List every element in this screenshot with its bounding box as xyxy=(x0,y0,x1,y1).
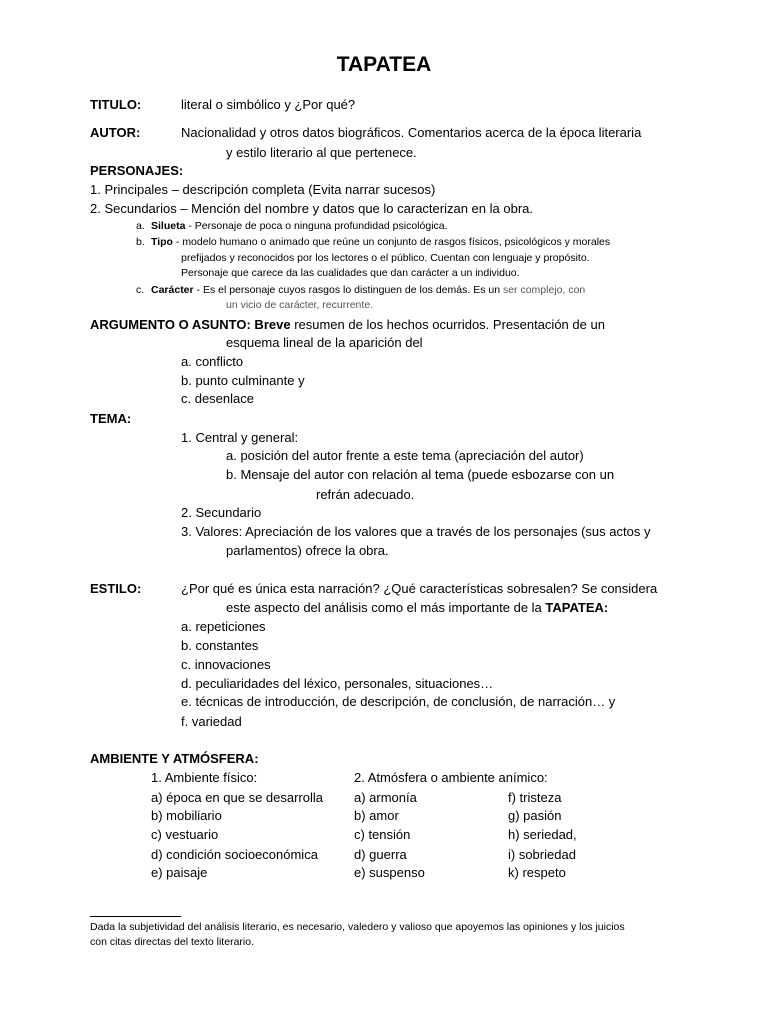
autor-label: AUTOR: xyxy=(90,125,141,140)
personajes-sub-b-marker: b. xyxy=(136,236,145,248)
caracter-line2: un vicio de carácter, recurrente. xyxy=(226,299,374,311)
tema-item-3-cont: parlamentos) ofrece la obra. xyxy=(226,543,389,558)
estilo-item-e: e. técnicas de introducción, de descripción, de conclusión, de narración… y xyxy=(181,694,616,709)
tema-item-2: 2. Secundario xyxy=(181,505,262,520)
estilo-item-d: d. peculiaridades del léxico, personales, situaciones… xyxy=(181,676,494,691)
ambiente-label: AMBIENTE Y ATMÓSFERA: xyxy=(90,751,259,766)
estilo-label: ESTILO: xyxy=(90,581,142,596)
titulo-text: literal o simbólico y ¿Por qué? xyxy=(181,97,356,112)
ambiente-col2-header: 2. Atmósfera o ambiente anímico: xyxy=(354,770,548,785)
personajes-sub-a xyxy=(151,219,448,234)
silueta-term: Silueta xyxy=(151,220,186,232)
argumento-item-c: c. desenlace xyxy=(181,391,254,406)
argumento-text: resumen de los hechos ocurridos. Presentación de un xyxy=(290,317,605,332)
tema-label: TEMA: xyxy=(90,411,132,426)
caracter-text: - Es el personaje cuyos rasgos lo distinguen de los demás. Es un xyxy=(193,284,503,296)
tema-item-1: 1. Central y general: xyxy=(181,430,299,445)
estilo-item-c: c. innovaciones xyxy=(181,657,271,672)
ambiente-col1-item: c) vestuario xyxy=(151,827,219,842)
argumento-item-b: b. punto culminante y xyxy=(181,373,305,388)
tema-item-1b-cont: refrán adecuado. xyxy=(316,487,415,502)
personajes-label: PERSONAJES: xyxy=(90,163,184,178)
tipo-line2: prefijados y reconocidos por los lectores o el público. Cuentan con lenguaje y propósito. xyxy=(181,252,590,264)
estilo-item-f: f. variedad xyxy=(181,714,242,729)
estilo-item-b: b. constantes xyxy=(181,638,259,653)
argumento-item-a: a. conflicto xyxy=(181,354,244,369)
personajes-sub-a-marker: a. xyxy=(136,220,145,232)
ambiente-col2-item: e) suspenso xyxy=(354,865,425,880)
titulo-label: TITULO: xyxy=(90,97,142,112)
ambiente-col1-item: d) condición socioeconómica xyxy=(151,847,318,862)
ambiente-col3-item: h) seriedad, xyxy=(508,827,577,842)
estilo-line2 xyxy=(226,598,608,617)
tema-item-3: 3. Valores: Apreciación de los valores que a través de los personajes (sus actos y xyxy=(181,524,651,539)
autor-line2: y estilo literario al que pertenece. xyxy=(226,145,417,160)
argumento-label: ARGUMENTO O ASUNTO: Breve xyxy=(90,317,291,332)
tema-item-1a: a. posición del autor frente a este tema (apreciación del autor) xyxy=(226,448,584,463)
tipo-term: Tipo xyxy=(151,236,173,248)
footnote-separator xyxy=(90,916,181,917)
estilo-line2-bold: TAPATEA: xyxy=(545,600,609,615)
ambiente-col3-item: i) sobriedad xyxy=(508,847,576,862)
estilo-item-a: a. repeticiones xyxy=(181,619,266,634)
silueta-text: - Personaje de poca o ninguna profundidad psicológica. xyxy=(185,220,448,232)
ambiente-col2-item: c) tensión xyxy=(354,827,411,842)
ambiente-col3-item: f) tristeza xyxy=(508,790,562,805)
argumento-line2: esquema lineal de la aparición del xyxy=(226,335,423,350)
ambiente-col2-item: d) guerra xyxy=(354,847,407,862)
tema-item-1b: b. Mensaje del autor con relación al tema (puede esbozarse con un xyxy=(226,467,615,482)
personajes-sub-c xyxy=(151,283,585,298)
ambiente-col3-item: k) respeto xyxy=(508,865,566,880)
ambiente-col2-item: a) armonía xyxy=(354,790,417,805)
caracter-term: Carácter xyxy=(151,284,194,296)
estilo-line2-text: este aspecto del análisis como el más importante de la xyxy=(226,600,546,615)
personajes-item-2: 2. Secundarios – Mención del nombre y datos que lo caracterizan en la obra. xyxy=(90,201,533,216)
personajes-sub-c-marker: c. xyxy=(136,284,145,296)
caracter-text-gray: ser complejo, con xyxy=(502,284,586,296)
ambiente-col1-item: a) época en que se desarrolla xyxy=(151,790,324,805)
autor-line1: Nacionalidad y otros datos biográficos. Comentarios acerca de la época literaria xyxy=(181,125,642,140)
footnote-line2: con citas directas del texto literario. xyxy=(90,936,254,948)
ambiente-col2-item: b) amor xyxy=(354,808,399,823)
ambiente-col1-header: 1. Ambiente físico: xyxy=(151,770,258,785)
personajes-item-1: 1. Principales – descripción completa (Evita narrar sucesos) xyxy=(90,182,436,197)
estilo-line1: ¿Por qué es única esta narración? ¿Qué características sobresalen? Se considera xyxy=(181,581,658,596)
ambiente-col1-item: e) paisaje xyxy=(151,865,208,880)
argumento-line1 xyxy=(90,315,605,334)
personajes-sub-b xyxy=(151,235,610,250)
tipo-text: - modelo humano o animado que reúne un conjunto de rasgos físicos, psicológicos y morales xyxy=(172,236,611,248)
page-title: TAPATEA xyxy=(336,53,432,76)
footnote-line1: Dada la subjetividad del análisis literario, es necesario, valedero y valioso que apoyemos las opiniones y los juicios xyxy=(90,921,625,933)
ambiente-col3-item: g) pasión xyxy=(508,808,562,823)
tipo-line3: Personaje que carece da las cualidades que dan carácter a un individuo. xyxy=(181,267,520,279)
ambiente-col1-item: b) mobiliario xyxy=(151,808,222,823)
